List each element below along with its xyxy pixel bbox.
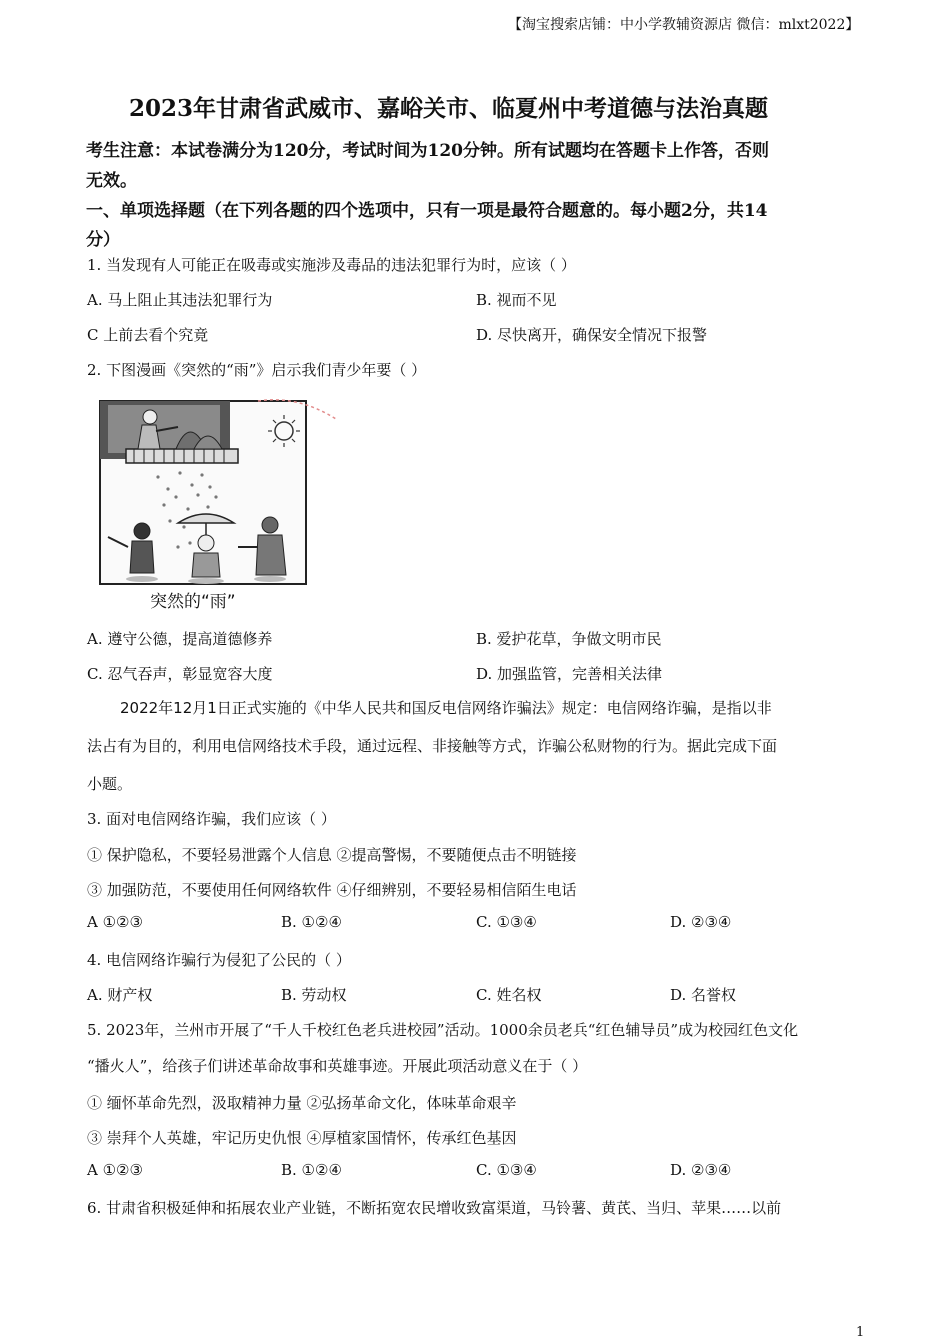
q2-option-b: B. 爱护花草，争做文明市民	[476, 630, 662, 648]
q3-stem: 3. 面对电信网络诈骗，我们应该（ ）	[87, 810, 336, 828]
cartoon-drawing	[98, 397, 340, 611]
q1-option-b: B. 视而不见	[476, 291, 557, 309]
page-title: 2023年甘肃省武威市、嘉峪关市、临夏州中考道德与法治真题	[129, 95, 769, 122]
q5-option-d: D. ②③④	[670, 1161, 732, 1179]
material-line-3: 小题。	[87, 775, 133, 793]
q3-statements-1: ① 保护隐私，不要轻易泄露个人信息 ②提高警惕，不要随便点击不明链接	[87, 846, 577, 864]
cartoon-figure	[98, 397, 340, 611]
q1-option-d: D. 尽快离开，确保安全情况下报警	[476, 326, 708, 344]
q2-option-d: D. 加强监管，完善相关法律	[476, 665, 663, 683]
page-number: 1	[856, 1325, 865, 1340]
q3-option-a: A ①②③	[87, 913, 143, 931]
q1-option-a: A. 马上阻止其违法犯罪行为	[87, 291, 273, 309]
material-line-1: 2022年12月1日正式实施的《中华人民共和国反电信网络诈骗法》规定：电信网络诈骗，是指以非	[120, 699, 772, 717]
q4-option-a: A. 财产权	[87, 986, 153, 1004]
q5-statements-2: ③ 崇拜个人英雄，牢记历史仇恨 ④厚植家国情怀，传承红色基因	[87, 1129, 517, 1147]
cartoon-caption: 突然的“雨”	[150, 592, 236, 612]
q5-option-b: B. ①②④	[281, 1161, 342, 1179]
q6-stem: 6. 甘肃省积极延伸和拓展农业产业链，不断拓宽农民增收致富渠道，马铃薯、黄芪、当归、苹果……以前	[87, 1199, 782, 1217]
notice-line-2: 无效。	[86, 171, 137, 191]
q2-option-a: A. 遵守公德，提高道德修养	[87, 630, 273, 648]
section-heading-line-2: 分）	[86, 230, 120, 250]
material-line-2: 法占有为目的，利用电信网络技术手段，通过远程、非接触等方式，诈骗公私财物的行为。据此完成下面	[87, 737, 778, 755]
q1-stem: 1. 当发现有人可能正在吸毒或实施涉及毒品的违法犯罪行为时，应该（ ）	[87, 256, 576, 274]
q5-stem-line-1: 5. 2023年，兰州市开展了“千人千校红色老兵进校园”活动。1000余员老兵“红色辅导员”成为校园红色文化	[87, 1021, 799, 1039]
notice-line-1: 考生注意：本试卷满分为120分，考试时间为120分钟。所有试题均在答题卡上作答，否则	[86, 141, 769, 161]
header-note: 【淘宝搜索店铺：中小学教辅资源店 微信：mlxt2022】	[508, 17, 860, 33]
q3-option-c: C. ①③④	[476, 913, 537, 931]
q2-stem: 2. 下图漫画《突然的“雨”》启示我们青少年要（ ）	[87, 361, 427, 379]
q4-stem: 4. 电信网络诈骗行为侵犯了公民的（ ）	[87, 951, 351, 969]
q4-option-c: C. 姓名权	[476, 986, 542, 1004]
q4-option-d: D. 名誉权	[670, 986, 737, 1004]
section-heading-line-1: 一、单项选择题（在下列各题的四个选项中，只有一项是最符合题意的。每小题2分，共14	[86, 201, 768, 221]
q5-option-a: A ①②③	[87, 1161, 143, 1179]
q3-option-d: D. ②③④	[670, 913, 732, 931]
q4-option-b: B. 劳动权	[281, 986, 347, 1004]
q5-option-c: C. ①③④	[476, 1161, 537, 1179]
q1-option-c: C 上前去看个究竟	[87, 326, 209, 344]
q3-statements-2: ③ 加强防范，不要使用任何网络软件 ④仔细辨别，不要轻易相信陌生电话	[87, 881, 577, 899]
q3-option-b: B. ①②④	[281, 913, 342, 931]
q5-stem-line-2: “播火人”，给孩子们讲述革命故事和英雄事迹。开展此项活动意义在于（ ）	[87, 1057, 588, 1075]
q2-option-c: C. 忍气吞声，彰显宽容大度	[87, 665, 273, 683]
q5-statements-1: ① 缅怀革命先烈，汲取精神力量 ②弘扬革命文化，体味革命艰辛	[87, 1094, 517, 1112]
